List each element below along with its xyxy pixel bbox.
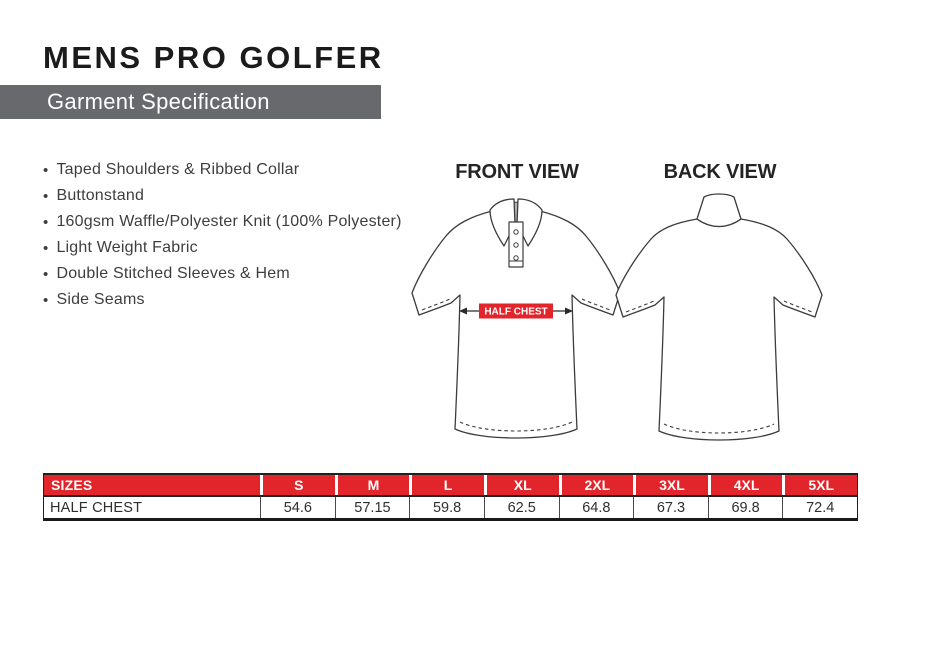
measurement-value-cell: 62.5: [484, 497, 559, 518]
size-table-data-row: [44, 497, 857, 518]
measurement-value-cell: 64.8: [559, 497, 634, 518]
feature-item: • Double Stitched Sleeves & Hem: [43, 261, 402, 287]
feature-item: • Taped Shoulders & Ribbed Collar: [43, 157, 402, 183]
front-polo-diagram: [405, 191, 627, 449]
size-header-cell: M: [335, 475, 410, 495]
size-header-cell: 5XL: [782, 475, 857, 495]
size-header-cell: S: [260, 475, 335, 495]
feature-item: • Light Weight Fabric: [43, 235, 402, 261]
size-header-cell: 2XL: [559, 475, 634, 495]
section-bar: [0, 85, 381, 119]
size-header-cell: 4XL: [708, 475, 783, 495]
back-collar: [697, 194, 741, 227]
size-header-cell: XL: [484, 475, 559, 495]
button: [514, 230, 518, 234]
measure-badge-label: HALF CHEST: [484, 306, 548, 318]
measurement-value-cell: 72.4: [782, 497, 857, 518]
feature-item: • 160gsm Waffle/Polyester Knit (100% Polyester): [43, 209, 402, 235]
measurement-value-cell: 59.8: [409, 497, 484, 518]
front-view-label: FRONT VIEW: [455, 161, 579, 183]
feature-list: [43, 157, 402, 313]
sizes-header-cell: SIZES: [44, 475, 260, 495]
size-header-cell: L: [409, 475, 484, 495]
measurement-value-cell: 69.8: [708, 497, 783, 518]
size-header-cell: 3XL: [633, 475, 708, 495]
back-body-outline: [616, 219, 822, 440]
measurement-value-cell: 57.15: [335, 497, 410, 518]
feature-item: • Side Seams: [43, 287, 402, 313]
measurement-value-cell: 67.3: [633, 497, 708, 518]
section-bar-label: Garment Specification: [47, 89, 270, 114]
feature-item: • Buttonstand: [43, 183, 402, 209]
back-polo-diagram: [608, 191, 830, 449]
back-view-label: BACK VIEW: [663, 161, 777, 183]
measurement-value-cell: 54.6: [260, 497, 335, 518]
size-table-header-row: [44, 475, 857, 497]
measurement-label-cell: HALF CHEST: [50, 499, 143, 516]
button: [514, 256, 518, 260]
page-title: MENS PRO GOLFER: [43, 40, 384, 75]
button: [514, 243, 518, 247]
size-table: [43, 473, 858, 521]
